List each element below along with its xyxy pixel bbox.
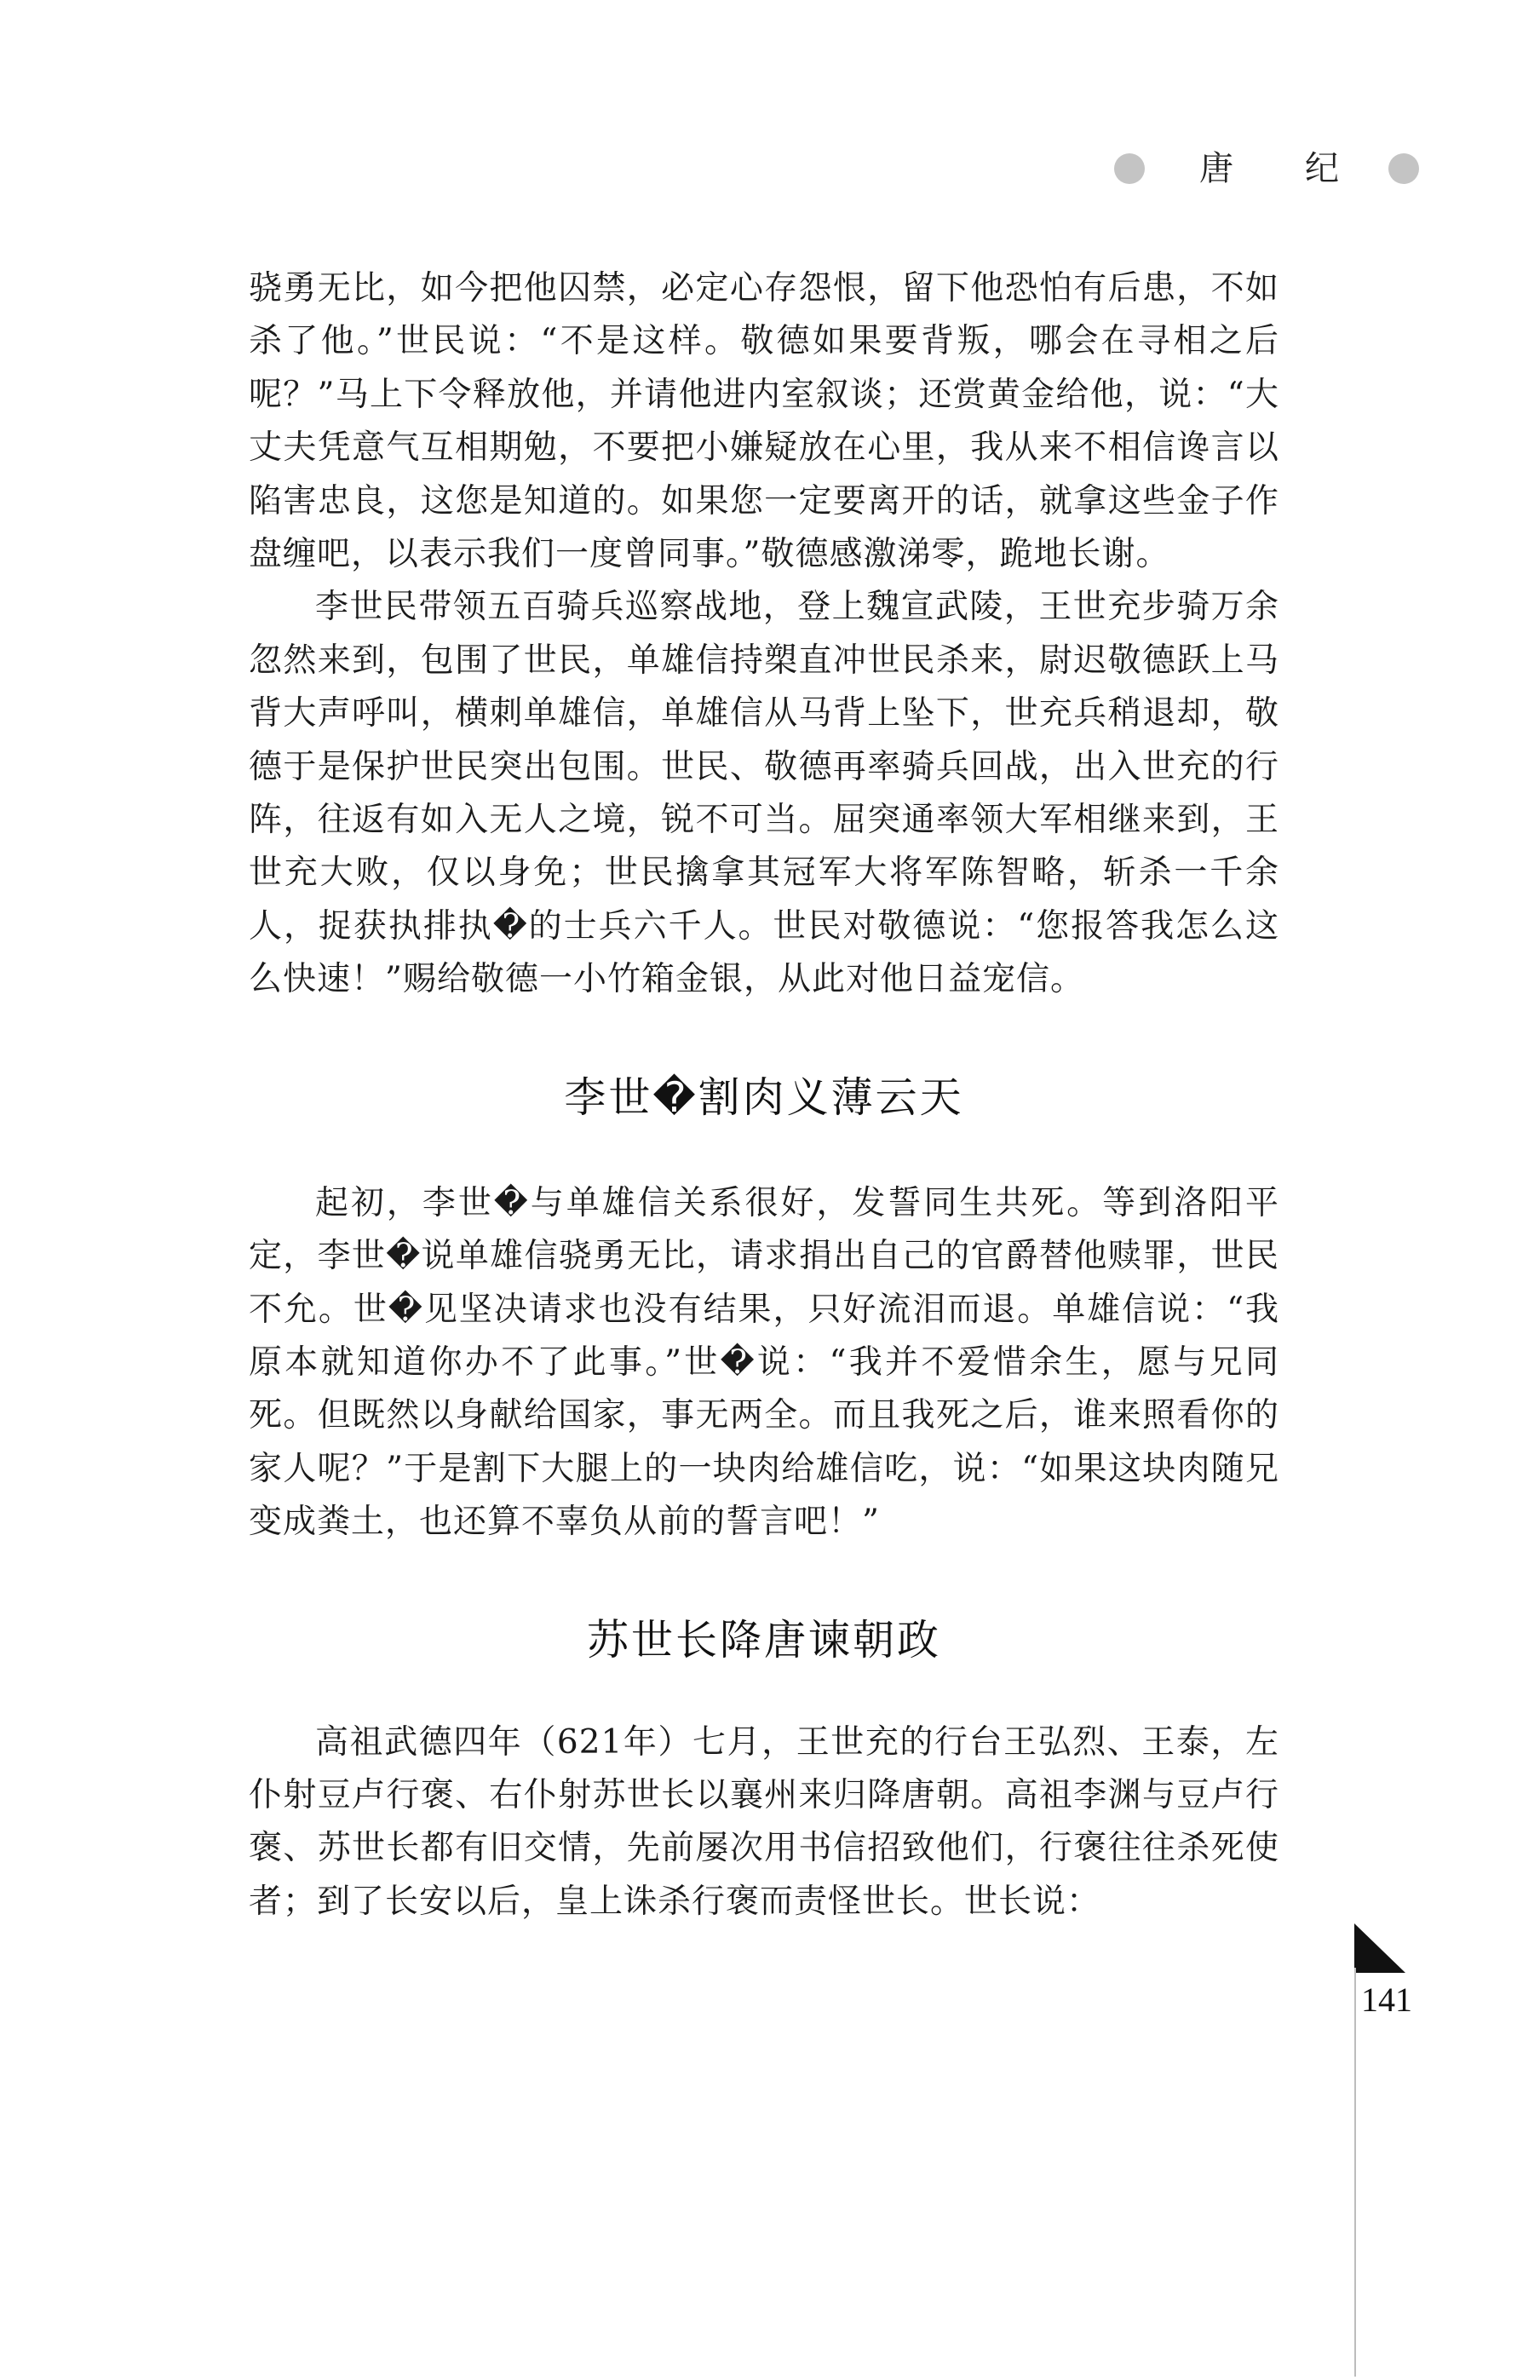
page-body [249,262,1279,1929]
paragraph-battle: 李世民带领五百骑兵巡察战地，登上魏宣武陵，王世充步骑万余忽然来到，包围了世民，单雄信持槊直冲世民杀来，尉迟敬德跃上马背大声呼叫，横刺单雄信，单雄信从马背上坠下，世充兵稍退却，敬德于是保护世民突出包围。世民、敬德再率骑兵回战，出入世充的行阵，往返有如入无人之境，锐不可当。屈突通率领大军相继来到，王世充大败，仅以身免；世民擒拿其冠军大将军陈智略，斩杀一千余人，捉获执排执�的士兵六千人。世民对敬德说：“您报答我怎么这么快速！”赐给敬德一小竹箱金银，从此对他日益宠信。 [249,588,1279,999]
header-char-ji: 纪 [1305,149,1339,188]
page-edge-line [1354,1968,1356,2377]
page-corner-triangle-icon [1354,1923,1405,1973]
section-title-2: 苏世长降唐谏朝政 [586,1615,941,1664]
page-number: 141 [1361,1980,1412,2019]
header-dot-left-icon [1114,153,1145,184]
section-2-paragraph: 高祖武德四年（621年）七月，王世充的行台王弘烈、王泰，左仆射豆卢行褒、右仆射苏世长以襄州来归降唐朝。高祖李渊与豆卢行褒、苏世长都有旧交情，先前屡次用书信招致他们，行褒往往杀死使者；到了长安以后，皇上诛杀行褒而责怪世长。世长说： [249,1722,1279,1921]
section-title-1: 李世�割肉义薄云天 [564,1072,964,1122]
section-1-paragraph: 起初，李世�与单雄信关系很好，发誓同生共死。等到洛阳平定，李世�说单雄信骁勇无比，请求捐出自己的官爵替他赎罪，世民不允。世�见坚决请求也没有结果，只好流泪而退。单雄信说：“我原本就知道你办不了此事。”世�说：“我并不爱惜余生，愿与兄同死。但既然以身献给国家，事无两全。而且我死之后，谁来照看你的家人呢？”于是割下大腿上的一块肉给雄信吃，说：“如果这块肉随兄变成粪土，也还算不辜负从前的誓言吧！” [249,1183,1279,1542]
header-dot-right-icon [1388,153,1419,184]
header-char-tang: 唐 [1199,149,1233,188]
running-header [1107,147,1431,198]
paragraph-continued: 骁勇无比，如今把他囚禁，必定心存怨恨，留下他恐怕有后患，不如杀了他。”世民说：“不是这样。敬德如果要背叛，哪会在寻相之后呢？”马上下令释放他，并请他进内室叙谈；还赏黄金给他，说：“大丈夫凭意气互相期勉，不要把小嫌疑放在心里，我从来不相信谗言以陷害忠良，这您是知道的。如果您一定要离开的话，就拿这些金子作盘缠吧，以表示我们一度曾同事。”敬德感激涕零，跪地长谢。 [249,269,1279,574]
